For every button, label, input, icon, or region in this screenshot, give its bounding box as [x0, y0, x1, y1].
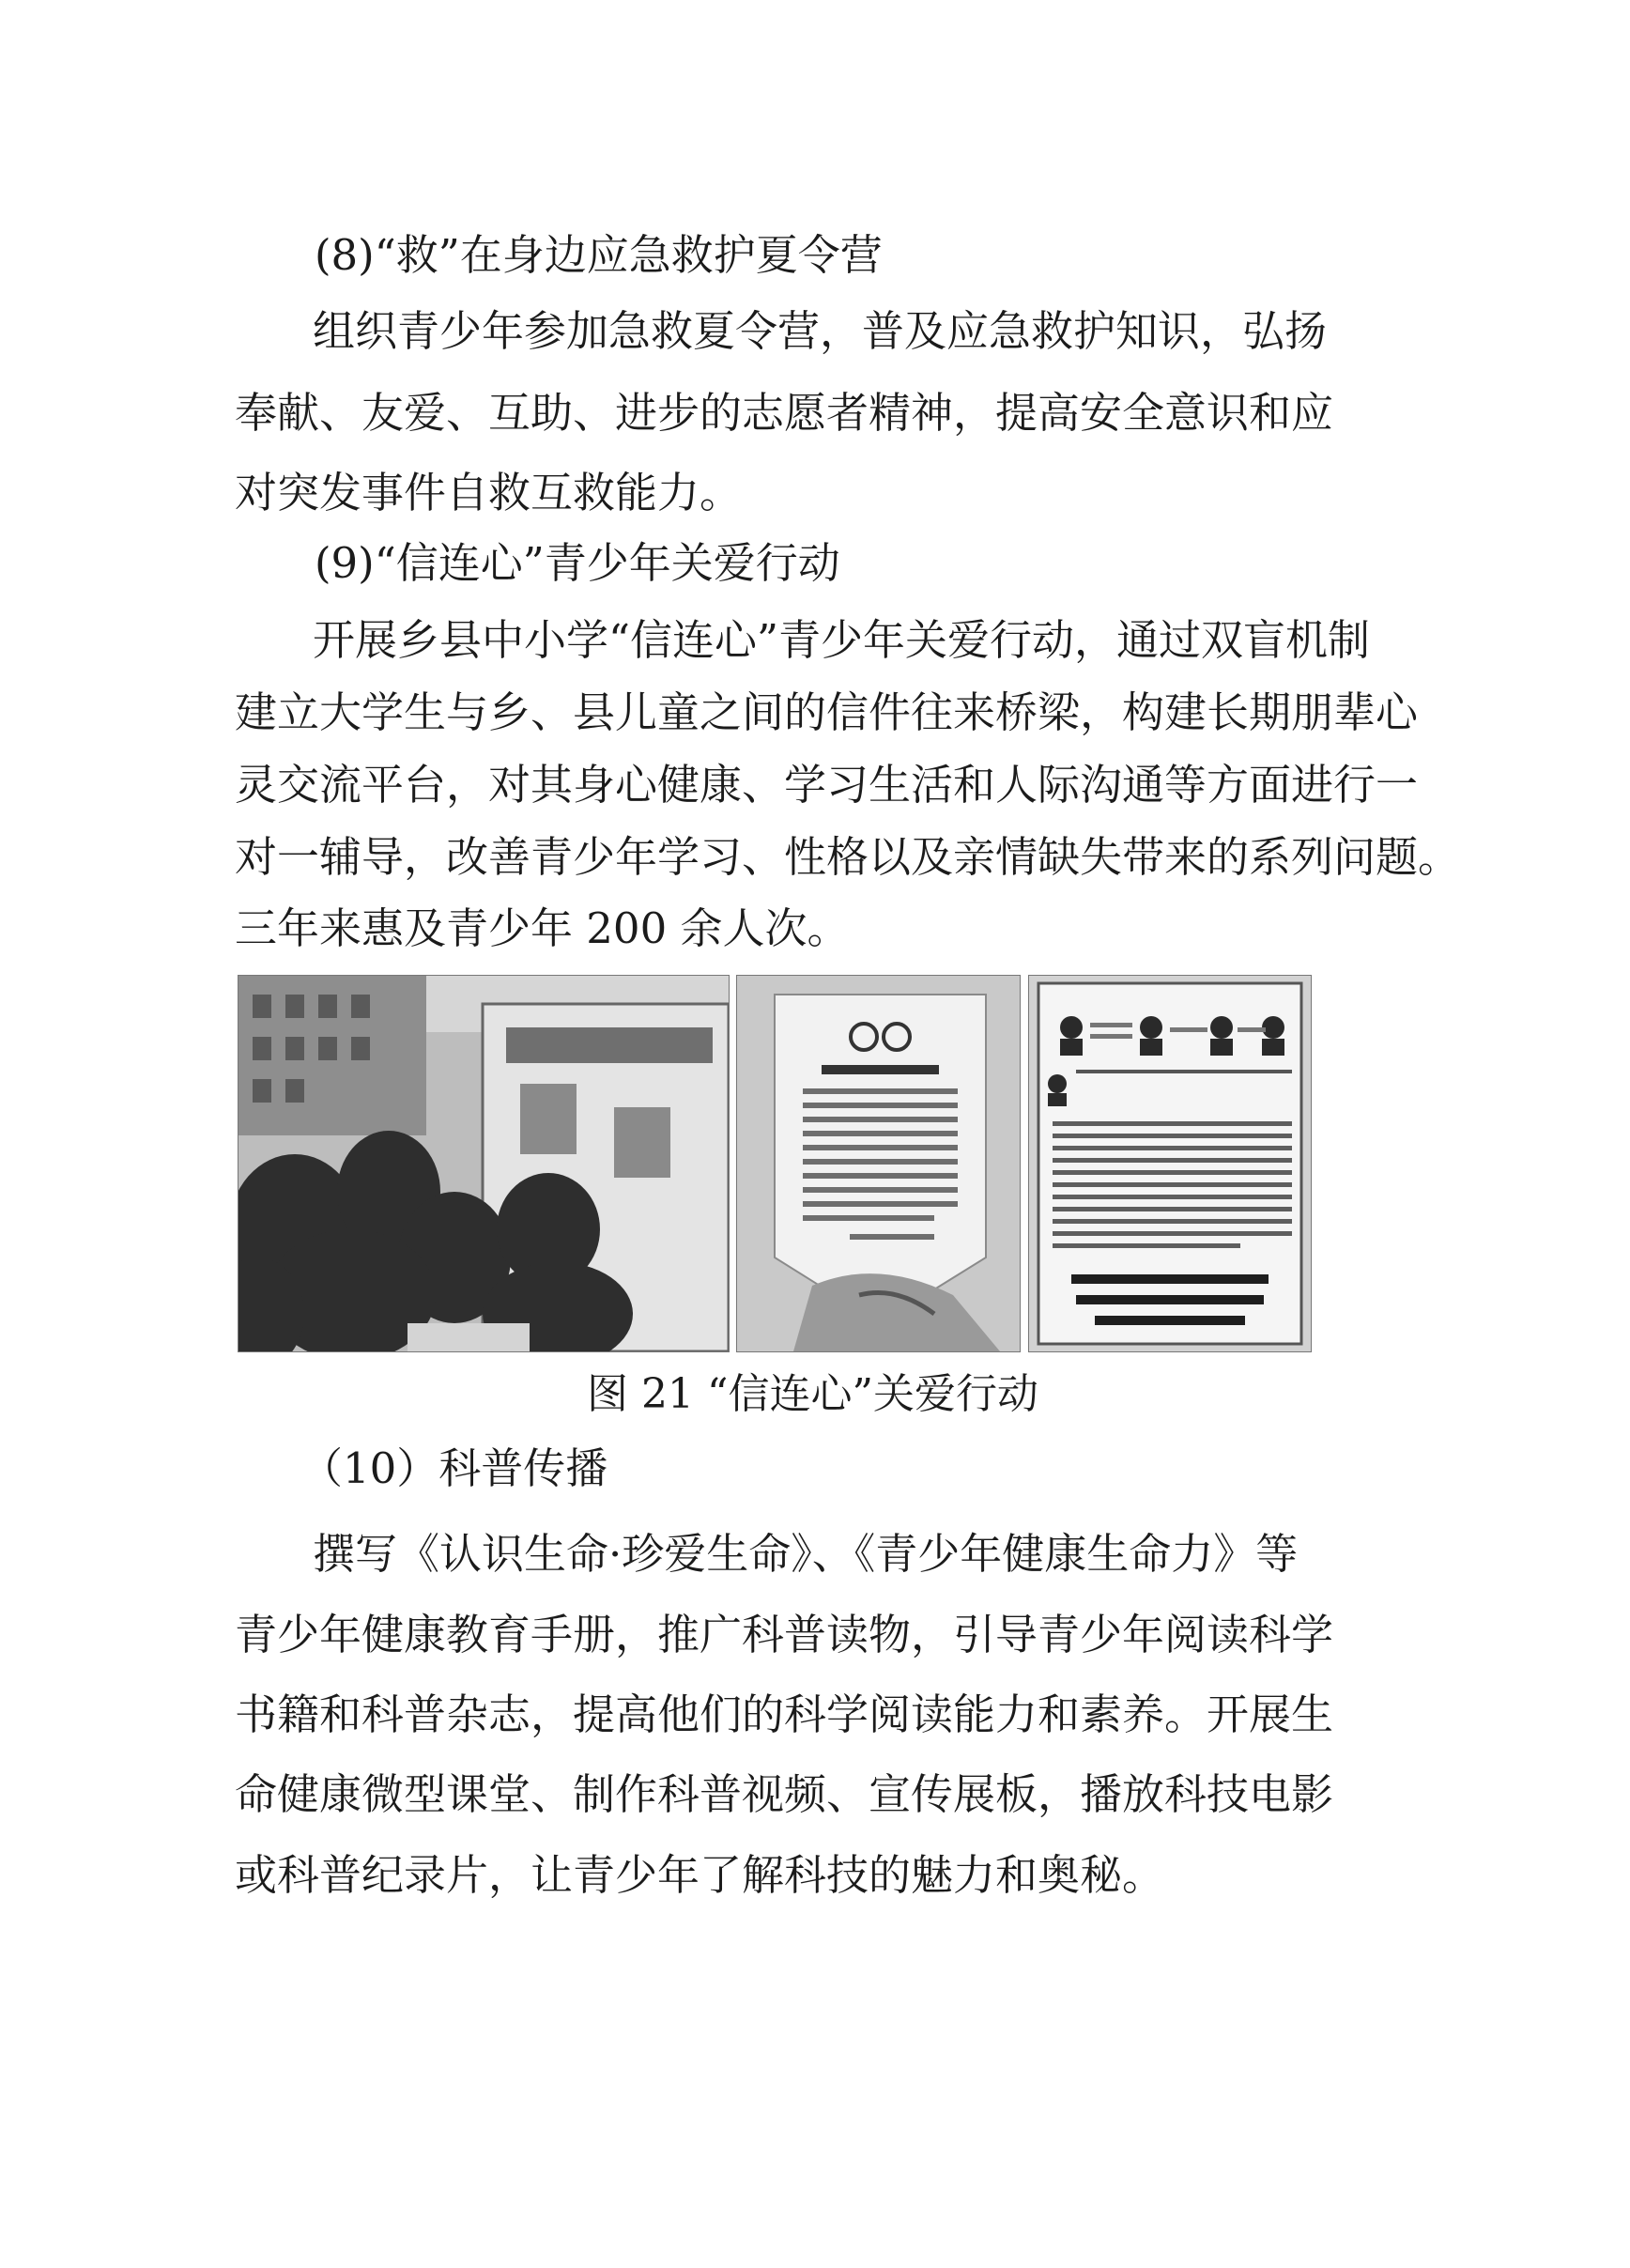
paragraph-line: 或科普纪录片，让青少年了解科技的魅力和奥秘。	[235, 1850, 1165, 1900]
program-flyer-photo	[1028, 975, 1312, 1352]
paragraph-line: 书籍和科普杂志，提高他们的科学阅读能力和素养。开展生	[235, 1689, 1334, 1739]
paragraph-line: 建立大学生与乡、县儿童之间的信件往来桥梁，构建长期朋辈心	[235, 687, 1419, 737]
paragraph-line: 开展乡县中小学“信连心”青少年关爱行动，通过双盲机制	[313, 615, 1371, 665]
section-8-heading: (8)“救”在身边应急救护夏令营	[315, 230, 883, 280]
letter-poster-photo	[736, 975, 1021, 1352]
figure-21	[238, 975, 1330, 1350]
paragraph-line: 灵交流平台，对其身心健康、学习生活和人际沟通等方面进行一	[235, 760, 1419, 810]
paragraph-line: 组织青少年参加急救夏令营，普及应急救护知识，弘扬	[313, 306, 1328, 356]
activity-booth-photo	[238, 975, 730, 1352]
paragraph-line: 奉献、友爱、互助、进步的志愿者精神，提高安全意识和应	[235, 388, 1334, 438]
paragraph-line: 命健康微型课堂、制作科普视频、宣传展板，播放科技电影	[235, 1769, 1334, 1819]
section-9-heading: (9)“信连心”青少年关爱行动	[315, 538, 840, 588]
paragraph-line: 对一辅导，改善青少年学习、性格以及亲情缺失带来的系列问题。	[235, 832, 1461, 882]
paragraph-line: 青少年健康教育手册，推广科普读物，引导青少年阅读科学	[235, 1610, 1334, 1659]
figure-caption: 图 21 “信连心”关爱行动	[587, 1370, 1038, 1418]
paragraph-line: 三年来惠及青少年 200 余人次。	[235, 903, 850, 953]
paragraph-line: 撰写《认识生命·珍爱生命》、《青少年健康生命力》等	[313, 1529, 1299, 1579]
paragraph-line: 对突发事件自救互救能力。	[235, 468, 743, 517]
section-10-heading: （10）科普传播	[300, 1443, 608, 1493]
